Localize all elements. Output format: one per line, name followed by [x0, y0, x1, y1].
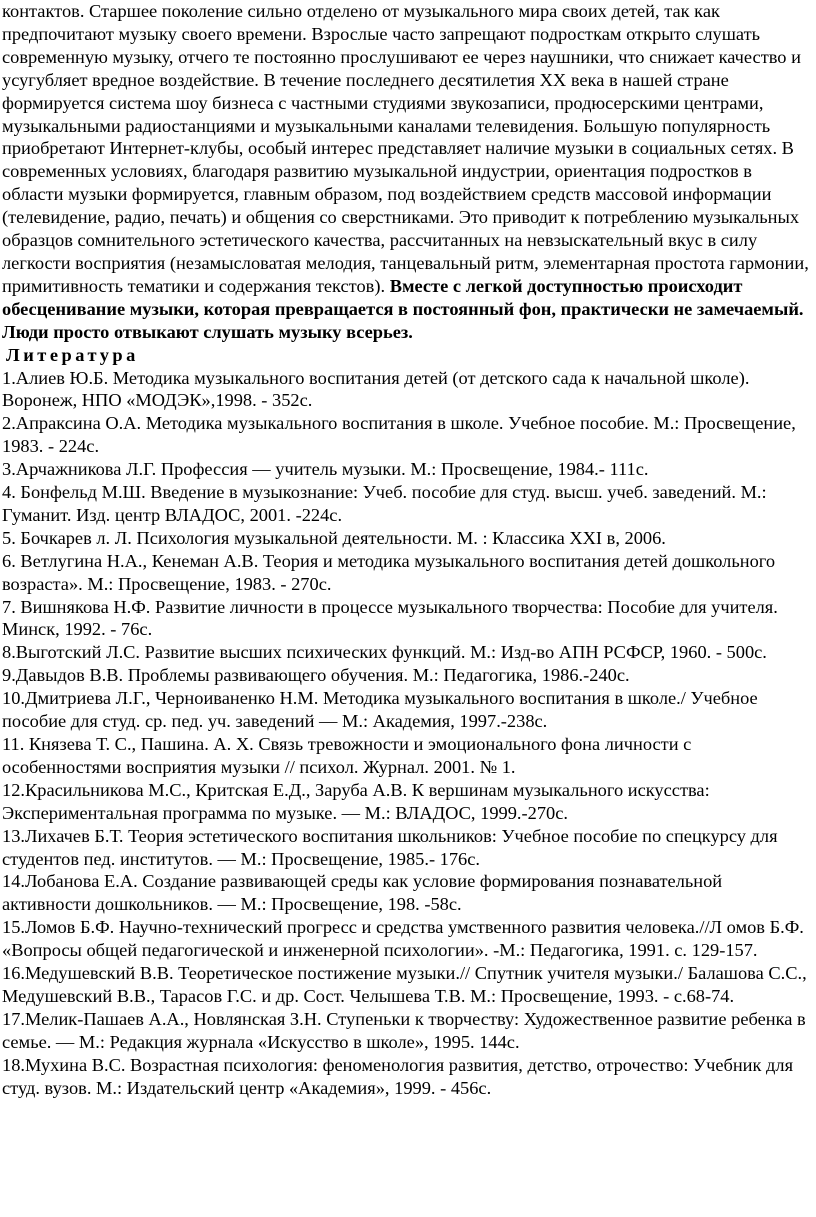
reference-item: 13.Лихачев Б.Т. Теория эстетического воспитания школьников: Учебное пособие по спецкурсу для студентов пед. институтов. — М.: Просвещение, 1985.- 176с. [2, 825, 778, 869]
reference-item: 17.Мелик-Пашаев А.А., Новлянская З.Н. Ступеньки к творчеству: Художественное развитие ребенка в семье. — М.: Редакция журнала «Искусство в школе», 1995. 144с. [2, 1008, 806, 1052]
reference-item: 4. Бонфельд М.Ш. Введение в музыкознание: Учеб. пособие для студ. высш. учеб. заведений. М.: Гуманит. Изд. центр ВЛАДОС, 2001. -224с. [2, 482, 767, 525]
literature-heading: Литература [6, 344, 139, 365]
reference-item: 6. Ветлугина Н.А., Кенеман А.В. Теория и методика музыкального воспитания детей дошкольного возраста». М.: Просвещение, 1983. - 270с. [2, 550, 776, 594]
reference-item: 16.Медушевский В.В. Теоретическое постижение музыки.// Спутник учителя музыки./ Балашова С.С., Медушевский В.В., Тарасов Г.С. и др. Сост. Челышева Т.В. М.: Просвещение, 1993. - с.68-74. [2, 963, 807, 1006]
reference-list [2, 367, 814, 1100]
reference-item: 3.Арчажникова Л.Г. Профессия — учитель музыки. М.: Просвещение, 1984.- 111с. [2, 459, 649, 480]
reference-item: 11. Князева Т. С., Пашина. А. Х. Связь тревожности и эмоционального фона личности с особенностями восприятия музыки // психол. Журнал. 2001. № 1. [2, 734, 692, 777]
reference-item: 8.Выготский Л.С. Развитие высших психических функций. М.: Изд-во АПН РСФСР, 1960. - 500с. [2, 642, 767, 663]
body-paragraph-bold-text: Вместе с легкой доступностью происходит обесценивание музыки, которая превращается в постоянный фон, практически не замечаемый. Люди просто отвыкают слушать музыку всерьез. [2, 275, 804, 342]
reference-item: 14.Лобанова Е.А. Создание развивающей среды как условие формирования познавательной активности дошкольников. — М.: Просвещение, 198. -58с. [2, 871, 723, 915]
reference-item: 1.Алиев Ю.Б. Методика музыкального воспитания детей (от детского сада к начальной школе). Воронеж, НПО «МОДЭК»,1998. - 352с. [2, 367, 750, 411]
reference-item: 7. Вишнякова Н.Ф. Развитие личности в процессе музыкального творчества: Пособие для учителя. Минск, 1992. - 76с. [2, 596, 778, 640]
reference-item: 10.Дмитриева Л.Г., Черноиваненко Н.М. Методика музыкального воспитания в школе./ Учебное пособие для студ. ср. пед. уч. заведений — М.: Академия, 1997.-238с. [2, 688, 758, 732]
body-paragraph [2, 0, 814, 344]
reference-item: 18.Мухина В.С. Возрастная психология: феноменология развития, детство, отрочество: Учебник для студ. вузов. М.: Издательский центр «Академия», 1999. - 456с. [2, 1054, 794, 1098]
reference-item: 9.Давыдов В.В. Проблемы развивающего обучения. М.: Педагогика, 1986.-240с. [2, 665, 630, 686]
reference-item: 12.Красильникова М.С., Критская Е.Д., Заруба А.В. К вершинам музыкального искусства: Экспериментальная программа по музыке. — М.: ВЛАДОС, 1999.-270с. [2, 779, 710, 823]
reference-item: 2.Апраксина О.А. Методика музыкального воспитания в школе. Учебное пособие. М.: Просвещение, 1983. - 224с. [2, 413, 796, 457]
reference-item: 15.Ломов Б.Ф. Научно-технический прогресс и средства умственного развития человека.//Л омов Б.Ф. «Вопросы общей педагогической и инженерной психологии». -М.: Педагогика, 1991. с. 129-157. [2, 917, 804, 961]
reference-item: 5. Бочкарев л. Л. Психология музыкальной деятельности. М. : Классика XXI в, 2006. [2, 527, 666, 548]
body-paragraph-text: контактов. Старшее поколение сильно отделено от музыкального мира своих детей, так как предпочитают музыку своего времени. Взрослые часто запрещают подросткам открыто слушать современную музыку, отчего те постоянно прослушивают ее через наушники, что снижает качество и усугубляет вредное воздействие. В течение последнего десятилетия ХХ века в нашей стране формируется система шоу бизнеса с частными студиями звукозаписи, продюсерскими центрами, музыкальными радиостанциями и музыкальными каналами телевидения. Большую популярность приобретают Интернет-клубы, особый интерес представляет наличие музыки в социальных сетях. В современных условиях, благодаря развитию музыкальной индустрии, ориентация подростков в области музыки формируется, главным образом, под воздействием средств массовой информации (телевидение, радио, печать) и общения со сверстниками. Это приводит к потреблению музыкальных образцов сомнительного эстетического качества, рассчитанных на невзыскательный вкус в силу легкости восприятия (незамысловатая мелодия, танцевальный ритм, элементарная простота гармонии, примитивность тематики и содержания текстов). [2, 1, 809, 296]
